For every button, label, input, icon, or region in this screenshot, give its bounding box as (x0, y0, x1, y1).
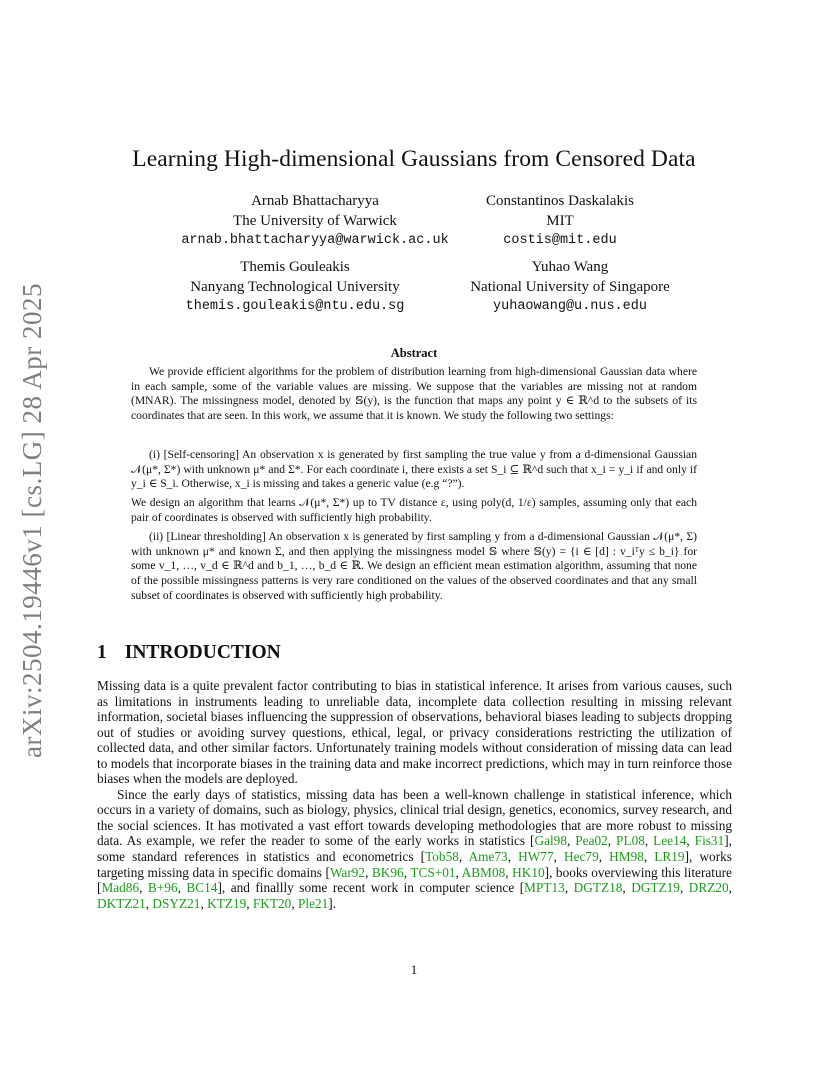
author-3 (150, 258, 440, 317)
abstract-body (131, 365, 697, 424)
author-name: Constantinos Daskalakis (486, 193, 634, 209)
section-number: 1 (97, 642, 107, 663)
author-email[interactable]: costis@mit.edu (503, 233, 617, 248)
abstract-paragraph: We provide efficient algorithms for the problem of distribution learning from high-dimensional Gaussian data where in each sample, some of the variable values are missing. We suppose that the variables are missing not at random (MNAR). The missingness model, denoted by 𝕊(y), is the function that maps any point y ∈ ℝ^d to the subsets of its coordinates that are seen. In this work, we assume that it is known. We study the following two settings: (131, 365, 697, 423)
author-email[interactable]: themis.gouleakis@ntu.edu.sg (185, 299, 405, 314)
intro-paragraph-1: Missing data is a quite prevalent factor contributing to bias in statistical inference. It arises from various causes, such as limitations in instruments leading to unreliable data, incomplete data collection resulting in missing relevant information, societal biases influencing the suppression of observations, behavioral biases leading to subjects dropping out of studies or avoiding survey questions, ethical, legal, or privacy considerations restricting the utilization of collected data, and other similar factors. Unfortunately training models without consideration of missing data can lead to models that incorporate biases in the training data and make incorrect predictions, which may in turn reinforce those biases when the models are deployed. (97, 678, 732, 787)
author-affiliation: Nanyang Technological University (190, 278, 400, 295)
citation-link[interactable]: Mad86 (101, 880, 140, 896)
author-affiliation: MIT (546, 212, 574, 229)
author-name: Themis Gouleakis (240, 259, 350, 275)
abstract-setting-2 (131, 530, 697, 604)
citation-link[interactable]: Gal98 (534, 833, 567, 849)
abstract-heading: Abstract (390, 346, 438, 360)
citation-link[interactable]: TCS+01 (410, 864, 456, 880)
citation-link[interactable]: Pea02 (575, 833, 608, 849)
author-name: Arnab Bhattacharyya (251, 193, 379, 209)
citation-link[interactable]: HW77 (518, 849, 554, 865)
citation-link[interactable]: KTZ19 (207, 895, 247, 911)
citation-link[interactable]: MPT13 (524, 880, 565, 896)
author-affiliation: National University of Singapore (470, 278, 670, 295)
citation-link[interactable]: DGTZ19 (631, 880, 680, 896)
citation-link[interactable]: Tob58 (425, 849, 459, 865)
abstract-setting-1-result (131, 496, 697, 525)
intro-paragraph-2: Since the early days of statistics, missing data has been a well-known challenge in statistical inference, which occurs in a variety of domains, such as biology, physics, clinical trial design, genetics, economics, survey research, and the social sciences. It has motivated a vast effort towards developing methodologies that are more robust to missing data. As example, we refer the reader to some of the early works in statistics [Gal98, Pea02, PL08, Lee14, Fis31], some standard references in statistics and econometrics [Tob58, Ame73, HW77, Hec79, HM98, LR19], works targeting missing data in specific domains [War92, BK96, TCS+01, ABM08, HK10], books overviewing this literature [Mad86, B+96, BC14], and finallly some recent work in computer science [MPT13, DGTZ18, DGTZ19, DRZ20, DKTZ21, DSYZ21, KTZ19, FKT20, Ple21]. (97, 786, 732, 911)
author-2 (460, 192, 660, 251)
citation-link[interactable]: Ple21 (297, 895, 329, 911)
author-email[interactable]: arnab.bhattacharyya@warwick.ac.uk (181, 233, 449, 248)
author-1 (170, 192, 460, 251)
citation-link[interactable]: BC14 (186, 880, 218, 896)
citation-link[interactable]: DKTZ21 (97, 895, 146, 911)
citation-link[interactable]: Hec79 (564, 849, 599, 865)
citation-link[interactable]: War92 (329, 864, 366, 880)
page-number: 1 (410, 962, 418, 977)
citation-link[interactable]: DRZ20 (688, 880, 729, 896)
intro-body (97, 678, 732, 911)
citation-link[interactable]: BK96 (371, 864, 404, 880)
citation-link[interactable]: FKT20 (252, 895, 292, 911)
citation-link[interactable]: Lee14 (653, 833, 687, 849)
citation-link[interactable]: DGTZ18 (573, 880, 623, 896)
abstract-paragraph: (i) [Self-censoring] An observation x is generated by first sampling the true value y from a d-dimensional Gaussian 𝒩(μ*, Σ*) with unknown μ* and Σ*. For each coordinate i, there exists a set S_i ⊆ ℝ^d such that x_i = y_i if and only if y_i ∈ S_i. Otherwise, x_i is missing and takes a generic value (e.g “?”). (131, 448, 697, 491)
author-email[interactable]: yuhaowang@u.nus.edu (493, 299, 647, 314)
abstract-paragraph: We design an algorithm that learns 𝒩(μ*, Σ*) up to TV distance ε, using poly(d, 1/ε) samples, assuming only that each pair of coordinates is observed with sufficiently high probability. (131, 496, 697, 524)
author-affiliation: The University of Warwick (233, 212, 397, 229)
arxiv-stamp-text: arXiv:2504.19446v1 [cs.LG] 28 Apr 2025 (16, 282, 47, 758)
author-4 (430, 258, 710, 317)
citation-link[interactable]: B+96 (147, 880, 178, 896)
citation-link[interactable]: HK10 (512, 864, 545, 880)
citation-link[interactable]: PL08 (616, 833, 645, 849)
section-title: INTRODUCTION (124, 642, 281, 663)
citation-link[interactable]: LR19 (654, 849, 685, 865)
author-name: Yuhao Wang (531, 259, 609, 275)
citation-link[interactable]: Fis31 (694, 833, 725, 849)
citation-link[interactable]: ABM08 (461, 864, 506, 880)
section-heading (97, 642, 281, 664)
abstract-paragraph: (ii) [Linear thresholding] An observation x is generated by first sampling y from a d-dimensional Gaussian 𝒩(μ*, Σ) with unknown μ* and known Σ, and then applying the missingness model 𝕊 where 𝕊(y) = {i ∈ [d] : v_iᵀy ≤ b_i} for some v_1, …, v_d ∈ ℝ^d and b_1, …, b_d ∈ ℝ. We design an efficient mean estimation algorithm, assuming that none of the possible missingness patterns is very rare conditioned on the values of the observed coordinates and that any small subset of coordinates is observed with sufficiently high probability. (131, 530, 697, 602)
citation-link[interactable]: DSYZ21 (152, 895, 201, 911)
abstract-setting-1 (131, 448, 697, 492)
citation-link[interactable]: Ame73 (468, 849, 508, 865)
citation-link[interactable]: HM98 (609, 849, 644, 865)
paper-title: Learning High-dimensional Gaussians from Censored Data (132, 146, 696, 172)
